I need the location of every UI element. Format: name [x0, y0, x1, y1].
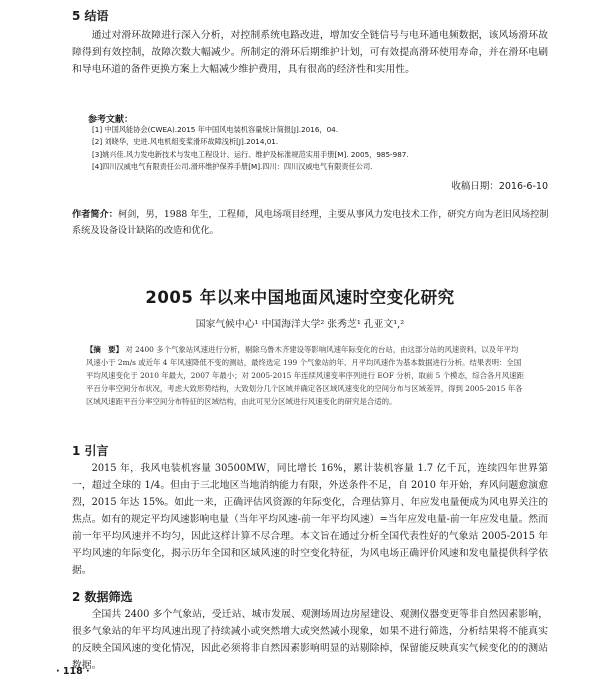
section5-heading: 5 结语 — [72, 9, 109, 23]
author-bio-label: 作者简介： — [72, 209, 118, 220]
received-date: 收稿日期：2016-6-10 — [451, 181, 548, 192]
abstract-text: 对 2400 多个气象站风速进行分析，剔除乌鲁木齐建设等影响风速年际变化的台站，由这部分站的风速资料，以及年平均风速小于 2m/s 或近年 4 年风速降低不变的测站，最终选定 199 个气象站的年、月平均风速作为基本数据进行分析。结果表明：全国平均风速变化于 2010 年最大，2007 年最小；对 2005-2015 年连续风速变率序列进行 EOF 分析，取前 5 个模态，综合各月风速距平百分率空间分布状况，考虑大致形势结构，大致划分几个区域并确定各区域风速变化的空间分布与区域差异，得到 2005-2015 年各区域风速距平百分率空间分布特征的区域结构，由此可见分区域进行风速变化的研究是合适的。 — [86, 345, 524, 406]
article-authors: 国家气候中心¹ 中国海洋大学² 张秀芝¹ 孔亚文¹,² — [195, 319, 405, 330]
references-title: 参考文献： — [88, 115, 134, 125]
page-number: · 118 · — [56, 666, 90, 677]
author-bio — [72, 207, 550, 239]
section1-heading: 1 引言 — [72, 444, 109, 458]
reference-item: [1] 中国风能协会(CWEA).2015 年中国风电装机容量统计简报[J].2016，04. — [92, 125, 339, 134]
section2-paragraph: 全国共 2400 多个气象站，受迁站、城市发展、观测场周边房屋建设、观测仪器变更等非自然因素影响，很多气象站的年平均风速出现了持续减小或突然增大或突然减小现象，如果不进行筛选，分析结果将不能真实的反映全国风速的变化情况，因此必须将非自然因素影响明显的站剔除掉，保留能反映真实气候变化的的测站数据。 — [72, 609, 548, 671]
abstract-label: 【摘 要】 — [86, 345, 123, 354]
section5-paragraph: 通过对滑环故障进行深入分析，对控制系统电路改进，增加安全链信号与电环通电频数据，该风场滑环故障得到有效控制，故障次数大幅减少。所制定的滑环后期维护计划，可有效提高滑环使用寿命，并在滑环电刷和导电环道的备件更换方案上大幅减少维护费用，具有很高的经济性和实用性。 — [72, 30, 548, 75]
reference-item: [2] 刘晓华，史进.风电机组变桨滑环故障浅析[J].2014,01. — [92, 137, 279, 147]
author-bio-text: 柯剑，男，1988 年生，工程师，风电场项目经理，主要从事风力发电技术工作，研究方向为老旧风场控制系统及设备设计缺陷的改造和优化。 — [72, 209, 549, 236]
section2-heading: 2 数据筛选 — [72, 590, 133, 604]
article-abstract — [86, 344, 524, 409]
section1-paragraph: 2015 年，我风电装机容量 30500MW，同比增长 16%，累计装机容量 1.7 亿千瓦，连续四年世界第一，超过全球的 1/4。但由于三北地区当地消纳能力有限，外送条件不足，自 2010 年开始，弃风问题愈演愈烈，2015 年达 15%。如此一来，正确评估风资源的年际变化，合理估算月、年应发电量便成为风电界关注的焦点。如有的规定平均风速影响电量（当年平均风速-前一年平均风速）=当年应发电量-前一年应发电量。然而前一年平均风速并不均匀，因此这样计算不尽合理。本文旨在通过分析全国代表性好的气象站 2005-2015 年平均风速的年际变化，揭示历年全国和区域风速的时空变化特征，为风电场正确评价风速和发电量提供科学依据。 — [72, 463, 548, 576]
references-list — [92, 124, 548, 174]
reference-item: [4]四川汉威电气有限责任公司.滑环维护保养手册[M].四川：四川汉威电气有限责任公司. — [92, 162, 373, 172]
reference-item: [3]姚兴佳.风力发电新技术与发电工程设计、运行、维护及标准规范实用手册[M]. 2005，985-987. — [92, 149, 409, 159]
article-title: 2005 年以来中国地面风速时空变化研究 — [145, 288, 455, 307]
